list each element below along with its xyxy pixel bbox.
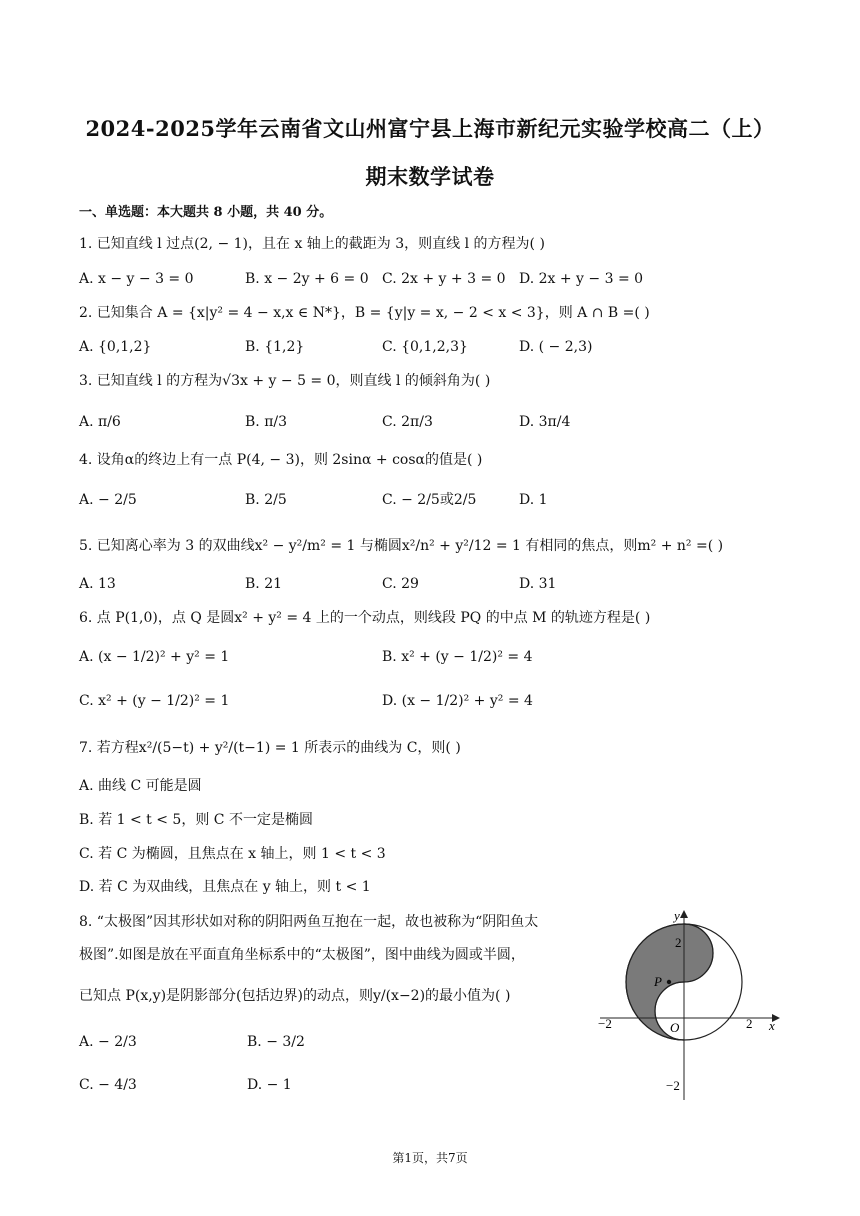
q2-option-b: B. {1,2} xyxy=(245,339,305,355)
q4-option-c: C. − 2/5或2/5 xyxy=(382,492,477,508)
q7-option-b: B. 若 1 < t < 5，则 C 不一定是椭圆 xyxy=(79,812,313,828)
tick-left-label: −2 xyxy=(598,1016,612,1031)
q5-option-c: C. 29 xyxy=(382,576,419,592)
q3-option-b: B. π/3 xyxy=(245,414,288,430)
q5-option-d: D. 31 xyxy=(519,576,557,592)
question-1-stem: 1. 已知直线 l 过点(2, − 1)，且在 x 轴上的截距为 3，则直线 l 的方程为( ) xyxy=(79,236,545,252)
point-p-label: P xyxy=(654,974,662,989)
q1-option-b: B. x − 2y + 6 = 0 xyxy=(245,271,369,287)
q5-option-a: A. 13 xyxy=(79,576,116,592)
taiji-figure xyxy=(596,906,786,1106)
page-footer: 第1页，共7页 xyxy=(392,1151,468,1165)
question-4-stem: 4. 设角α的终边上有一点 P(4, − 3)，则 2sinα + cosα的值是( ) xyxy=(79,452,483,468)
q8-option-a: A. − 2/3 xyxy=(79,1034,137,1050)
tick-top-label: 2 xyxy=(675,935,682,950)
q8-option-b: B. − 3/2 xyxy=(247,1034,305,1050)
q6-option-c: C. x² + (y − 1/2)² = 1 xyxy=(79,693,230,709)
question-6-stem: 6. 点 P(1,0)，点 Q 是圆x² + y² = 4 上的一个动点，则线段 PQ 的中点 M 的轨迹方程是( ) xyxy=(79,610,651,626)
q4-option-a: A. − 2/5 xyxy=(79,492,137,508)
x-axis-label: x xyxy=(769,1018,775,1033)
tick-bottom-label: −2 xyxy=(666,1078,680,1093)
q3-option-a: A. π/6 xyxy=(79,414,121,430)
section-heading: 一、单选题：本大题共 8 小题，共 40 分。 xyxy=(79,205,333,220)
q8-option-c: C. − 4/3 xyxy=(79,1077,137,1093)
q3-option-c: C. 2π/3 xyxy=(382,414,433,430)
q6-option-b: B. x² + (y − 1/2)² = 4 xyxy=(382,649,533,665)
q3-option-d: D. 3π/4 xyxy=(519,414,571,430)
question-7-stem: 7. 若方程x²/(5−t) + y²/(t−1) = 1 所表示的曲线为 C，则( ) xyxy=(79,740,461,756)
q7-option-d: D. 若 C 为双曲线，且焦点在 y 轴上，则 t < 1 xyxy=(79,879,371,895)
exam-title-line2: 期末数学试卷 xyxy=(365,164,495,189)
q1-option-a: A. x − y − 3 = 0 xyxy=(79,271,194,287)
question-5-stem: 5. 已知离心率为 3 的双曲线x² − y²/m² = 1 与椭圆x²/n² + y²/12 = 1 有相同的焦点，则m² + n² =( ) xyxy=(79,538,724,554)
q8-option-d: D. − 1 xyxy=(247,1077,292,1093)
q1-option-d: D. 2x + y − 3 = 0 xyxy=(519,271,644,287)
tick-right-label: 2 xyxy=(746,1016,753,1031)
question-8-stem-line1: 8. “太极图”因其形状如对称的阴阳两鱼互抱在一起，故也被称为“阴阳鱼太 xyxy=(79,914,539,930)
q6-option-d: D. (x − 1/2)² + y² = 4 xyxy=(382,693,533,709)
y-axis-label: y xyxy=(674,908,680,923)
question-3-stem: 3. 已知直线 l 的方程为√3x + y − 5 = 0，则直线 l 的倾斜角为( ) xyxy=(79,373,491,389)
q4-option-b: B. 2/5 xyxy=(245,492,287,508)
q7-option-a: A. 曲线 C 可能是圆 xyxy=(79,778,202,794)
question-8-stem-line3: 已知点 P(x,y)是阴影部分(包括边界)的动点，则y/(x−2)的最小值为( ) xyxy=(79,988,511,1004)
q1-option-c: C. 2x + y + 3 = 0 xyxy=(382,271,506,287)
point-p-dot xyxy=(667,980,671,984)
origin-label: O xyxy=(670,1020,680,1035)
question-2-stem: 2. 已知集合 A = {x|y² = 4 − x,x ∈ N*}，B = {y|y = x, − 2 < x < 3}，则 A ∩ B =( ) xyxy=(79,305,650,321)
q6-option-a: A. (x − 1/2)² + y² = 1 xyxy=(79,649,230,665)
q5-option-b: B. 21 xyxy=(245,576,283,592)
q2-option-d: D. ( − 2,3) xyxy=(519,339,593,355)
exam-title-line1: 2024-2025学年云南省文山州富宁县上海市新纪元实验学校高二（上） xyxy=(85,116,775,141)
question-8-stem-line2: 极图”.如图是放在平面直角坐标系中的“太极图”，图中曲线为圆或半圆， xyxy=(79,947,525,963)
y-axis-arrow xyxy=(680,910,688,918)
q7-option-c: C. 若 C 为椭圆，且焦点在 x 轴上，则 1 < t < 3 xyxy=(79,846,386,862)
q2-option-c: C. {0,1,2,3} xyxy=(382,339,468,355)
q4-option-d: D. 1 xyxy=(519,492,548,508)
q2-option-a: A. {0,1,2} xyxy=(79,339,152,355)
